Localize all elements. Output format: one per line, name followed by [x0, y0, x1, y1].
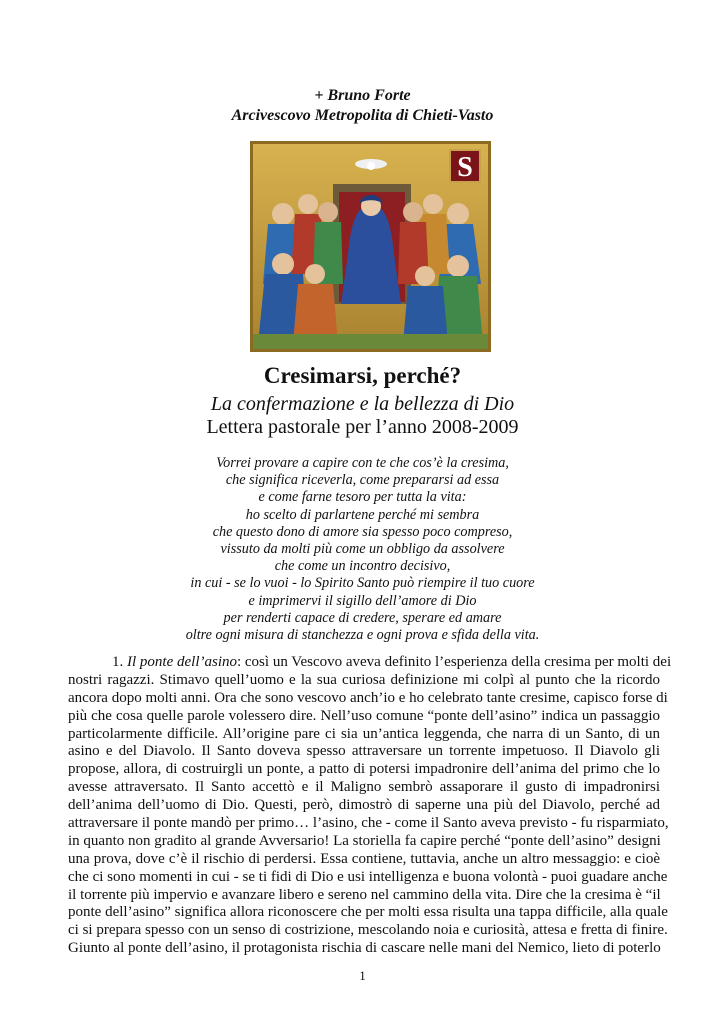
verse-line: che come un incontro decisivo, [274, 558, 451, 575]
paragraph-line: asino e del Diavolo. Il Santo doveva spesso attraversare un torrente impetuoso. Il Diavolo gli [68, 743, 660, 760]
verse-line: Vorrei provare a capire con te che cos’è la cresima, [216, 455, 509, 471]
verse-line: e imprimervi il sigillo dell’amore di Dio [248, 592, 477, 609]
paragraph-line: nostri ragazzi. Stimavo quell’uomo e la sua curiosa definizione mi colpì al punto che la ricordo [68, 671, 660, 688]
paragraph-heading: Il ponte dell’asino [127, 654, 237, 670]
author-name: + Bruno Forte [314, 87, 411, 104]
paragraph-number: 1. [112, 654, 124, 670]
verse-line: e come farne tesoro per tutta la vita: [258, 489, 467, 506]
paragraph-line: ponte dell’asino” significa allora riconoscere che per molti essa risulta una tappa difficile, alla quale [68, 904, 668, 921]
initial-letter: S [457, 152, 473, 183]
document-title: Cresimarsi, perché? [263, 363, 462, 388]
page-number: 1 [359, 968, 366, 983]
paragraph-line: avesse attraversato. Il Santo accettò e il Maligno sembrò assaporare il gusto di impadronirsi [68, 779, 660, 796]
paragraph-text: : così un Vescovo aveva definito l’esperienza della cresima per molti dei [236, 654, 672, 670]
paragraph-line: che ci sono momenti in cui - se ti fidi di Dio e usi intelligenza e buona volontà - puoi guadare anche [68, 868, 668, 885]
paragraph-line: ci si prepara spesso con un senso di costrizione, mescolando noia e curiosità, attesa e fretta di finire. [68, 922, 668, 939]
pentecost-miniature-icon [253, 144, 488, 349]
paragraph-first-line [68, 654, 672, 672]
verse-line: oltre ogni misura di stanchezza e ogni prova e sfida della vita. [185, 627, 540, 644]
verse-line: che questo dono di amore sia spesso poco compreso, [212, 523, 513, 540]
paragraph-line: il torrente più impervio e avanzare libero e sereno nel cammino della vita. Dire che la cresima è “il [68, 886, 661, 903]
paragraph-line: una prova, dove c’è il rischio di perdersi. Essa contiene, tuttavia, anche un altro messaggio: e cioè [68, 850, 660, 867]
paragraph-line: attraversare il ponte mandò per primo… l’asino, che - come il Santo aveva previsto - fu risparmiato, [68, 815, 669, 832]
verse-line: che significa riceverla, come prepararsi ad essa [225, 472, 500, 489]
verse-line: vissuto da molti più come un obbligo da assolvere [220, 541, 505, 558]
document-subtitle-year: Lettera pastorale per l’anno 2008-2009 [206, 416, 519, 438]
paragraph-line: in quanto non gradito al grande Avversario! La storiella fa capire perché “ponte dell’asino” designi [68, 832, 661, 849]
verse-line: ho scelto di parlartene perché mi sembra [245, 506, 480, 523]
paragraph-line: ancora dopo molti anni. Ora che sono vescovo anch’io e ho celebrato tante cresime, capisco forse di [68, 689, 668, 706]
author-role: Arcivescovo Metropolita di Chieti-Vasto [231, 107, 494, 124]
document-subtitle: La confermazione e la bellezza di Dio [210, 393, 515, 415]
introductory-verse [0, 455, 725, 644]
paragraph-line: particolarmente difficile. All’origine pare ci sia un’antica leggenda, che narra di un Santo, di un [68, 725, 660, 742]
paragraph-line: Giunto al ponte dell’asino, il protagonista rischia di cascare nelle mani del Nemico, lieto di poterlo [68, 940, 661, 957]
paragraph-line: più che cosa quelle parole volessero dire. Nell’uso comune “ponte dell’asino” indica un passaggio [68, 707, 660, 724]
verse-line: in cui - se lo vuoi - lo Spirito Santo può riempire il tuo cuore [190, 575, 535, 592]
pentecost-miniature-image [250, 141, 491, 352]
verse-line: per renderti capace di credere, sperare ed amare [223, 609, 502, 626]
body-paragraph [68, 654, 672, 958]
paragraph-line: dell’anima dell’uomo di Dio. Questi, però, dimostrò di saperne una più del Diavolo, perché ad [68, 797, 660, 814]
paragraph-line: propose, allora, di costruirgli un ponte, a patto di potersi impadronire dell’anima del primo che lo [68, 761, 660, 778]
